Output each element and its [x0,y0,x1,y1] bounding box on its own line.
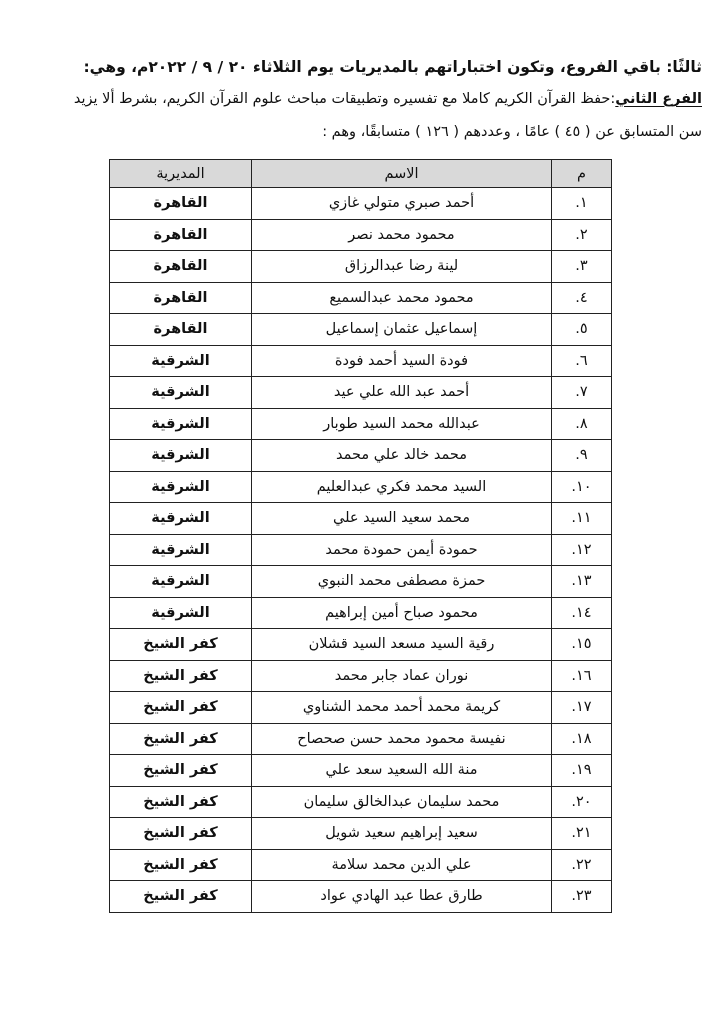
row-number: ٤. [552,282,612,314]
directorate-name: القاهرة [110,188,252,220]
row-number: ٧. [552,377,612,409]
directorate-name: الشرقية [110,377,252,409]
directorate-name: كفر الشيخ [110,660,252,692]
table-row [110,755,612,787]
branch-label: الفرع الثاني [615,91,702,107]
section-heading-text: ثالثًا: باقي الفروع، وتكون اختباراتهم بالمديريات يوم الثلاثاء ٢٠ / ٩ / ٢٠٢٢م، وهي: [83,58,702,76]
row-number: ٢٣. [552,881,612,913]
directorate-name: كفر الشيخ [110,692,252,724]
contestant-name: حمزة مصطفى محمد النبوي [252,566,552,598]
contestant-name: محمود صباح أمين إبراهيم [252,597,552,629]
contestant-name: محمود محمد نصر [252,219,552,251]
contestant-name: رقية السيد مسعد السيد قشلان [252,629,552,661]
contestant-name: محمد سعيد السيد علي [252,503,552,535]
directorate-name: الشرقية [110,408,252,440]
row-number: ٥. [552,314,612,346]
directorate-name: كفر الشيخ [110,629,252,661]
directorate-name: الشرقية [110,566,252,598]
contestant-name: طارق عطا عبد الهادي عواد [252,881,552,913]
contestants-table [109,159,612,913]
row-number: ٩. [552,440,612,472]
row-number: ٦. [552,345,612,377]
row-number: ١٠. [552,471,612,503]
contestant-name: السيد محمد فكري عبدالعليم [252,471,552,503]
table-row [110,629,612,661]
directorate-name: الشرقية [110,345,252,377]
table-row [110,566,612,598]
directorate-name: الشرقية [110,503,252,535]
directorate-name: كفر الشيخ [110,818,252,850]
row-number: ١. [552,188,612,220]
directorate-name: الشرقية [110,597,252,629]
table-header-row [110,160,612,188]
table-row [110,219,612,251]
directorate-name: الشرقية [110,440,252,472]
row-number: ٢١. [552,818,612,850]
table-row [110,282,612,314]
column-header-number: م [552,160,612,188]
directorate-name: القاهرة [110,219,252,251]
table-row [110,881,612,913]
row-number: ١١. [552,503,612,535]
directorate-name: كفر الشيخ [110,723,252,755]
row-number: ١٥. [552,629,612,661]
row-number: ١٦. [552,660,612,692]
row-number: ٣. [552,251,612,283]
contestant-name: نفيسة محمود محمد حسن صحصاح [252,723,552,755]
contestant-name: محمود محمد عبدالسميع [252,282,552,314]
contestant-name: علي الدين محمد سلامة [252,849,552,881]
branch-conditions [12,121,702,143]
table-row [110,251,612,283]
table-row [110,786,612,818]
branch-text: :حفظ القرآن الكريم كاملا مع تفسيره وتطبيقات مباحث علوم القرآن الكريم، بشرط ألا يزيد [73,91,616,107]
contestant-name: منة الله السعيد سعد علي [252,755,552,787]
table-row [110,849,612,881]
row-number: ١٩. [552,755,612,787]
row-number: ٢. [552,219,612,251]
directorate-name: كفر الشيخ [110,849,252,881]
table-row [110,188,612,220]
row-number: ١٣. [552,566,612,598]
table-row [110,503,612,535]
row-number: ٢٢. [552,849,612,881]
directorate-name: كفر الشيخ [110,881,252,913]
contestant-name: عبدالله محمد السيد طوبار [252,408,552,440]
row-number: ١٧. [552,692,612,724]
directorate-name: القاهرة [110,314,252,346]
contestant-name: أحمد عبد الله علي عيد [252,377,552,409]
table-row [110,314,612,346]
column-header-directorate: المديرية [110,160,252,188]
contestant-name: أحمد صبري متولي غازي [252,188,552,220]
contestant-name: نوران عماد جابر محمد [252,660,552,692]
directorate-name: الشرقية [110,471,252,503]
table-row [110,440,612,472]
row-number: ١٤. [552,597,612,629]
directorate-name: الشرقية [110,534,252,566]
table-row [110,723,612,755]
table-body [110,188,612,913]
table-row [110,597,612,629]
contestant-name: فودة السيد أحمد فودة [252,345,552,377]
row-number: ١٨. [552,723,612,755]
table-row [110,471,612,503]
section-heading [12,56,702,78]
column-header-name: الاسم [252,160,552,188]
contestant-name: محمد خالد علي محمد [252,440,552,472]
contestant-name: سعيد إبراهيم سعيد شويل [252,818,552,850]
row-number: ١٢. [552,534,612,566]
branch-description [12,88,702,110]
table-row [110,408,612,440]
branch-conditions-text: سن المتسابق عن ( ٤٥ ) عامًا ، وعددهم ( ١٢٦ ) متسابقًا، وهم : [322,124,702,140]
row-number: ٢٠. [552,786,612,818]
table-row [110,660,612,692]
row-number: ٨. [552,408,612,440]
contestant-name: لينة رضا عبدالرزاق [252,251,552,283]
directorate-name: كفر الشيخ [110,786,252,818]
contestant-name: حمودة أيمن حمودة محمد [252,534,552,566]
directorate-name: القاهرة [110,282,252,314]
table-row [110,692,612,724]
directorate-name: القاهرة [110,251,252,283]
table-row [110,377,612,409]
contestant-name: كريمة محمد أحمد محمد الشناوي [252,692,552,724]
table-row [110,345,612,377]
table-row [110,818,612,850]
table-row [110,534,612,566]
directorate-name: كفر الشيخ [110,755,252,787]
contestant-name: محمد سليمان عبدالخالق سليمان [252,786,552,818]
contestant-name: إسماعيل عثمان إسماعيل [252,314,552,346]
